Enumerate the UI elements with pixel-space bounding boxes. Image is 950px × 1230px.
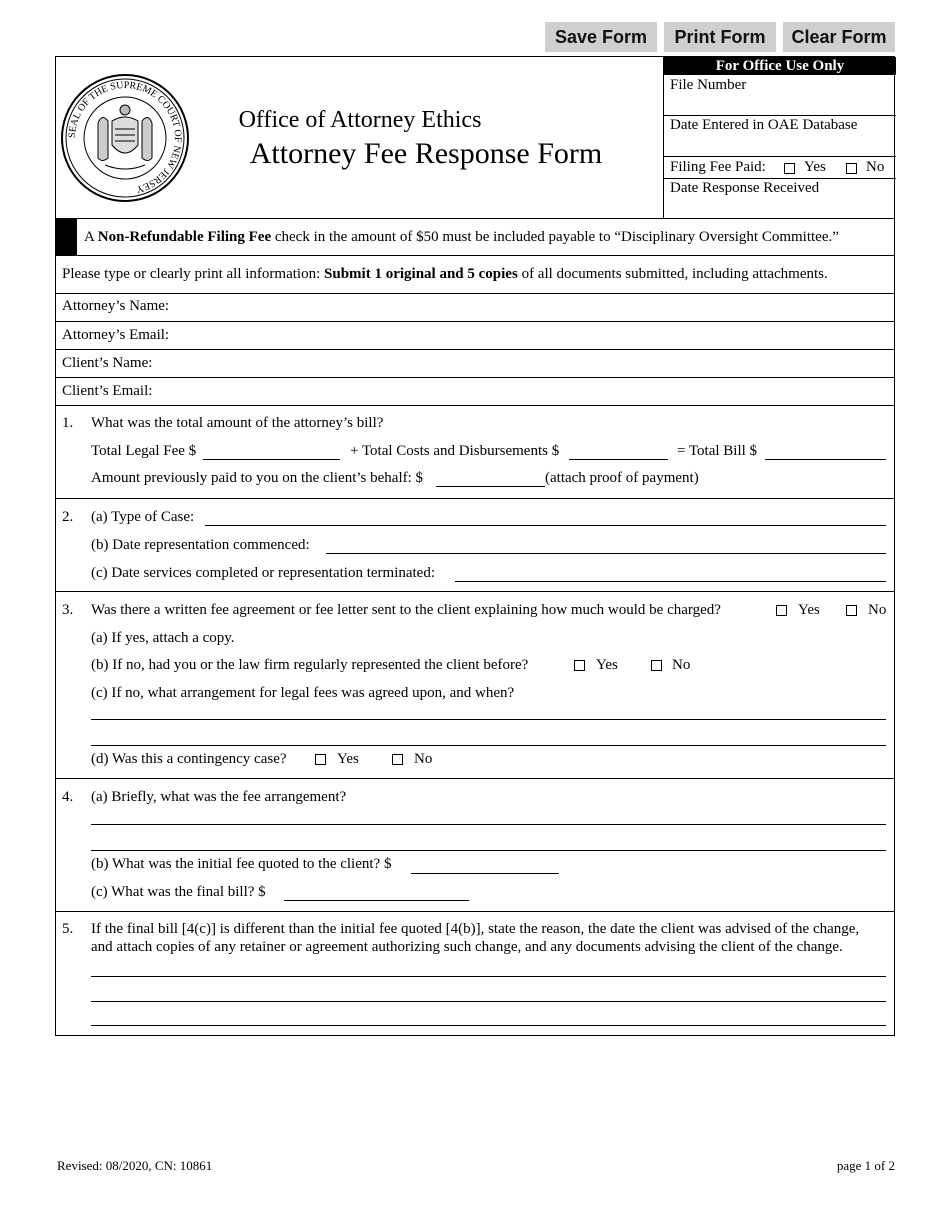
q3b-yes-label: Yes — [596, 657, 618, 673]
q2c-label: (c) Date services completed or representation terminated: — [91, 565, 436, 581]
save-form-button[interactable]: Save Form — [545, 22, 657, 52]
q2-number: 2. — [62, 509, 74, 525]
filing-fee-no-label: No — [866, 159, 885, 175]
q3d-no-checkbox[interactable] — [392, 754, 403, 765]
q2a-label: (a) Type of Case: — [91, 509, 195, 525]
q2a-type-of-case-input[interactable] — [205, 525, 886, 526]
client-email-input[interactable] — [181, 378, 881, 404]
q3-yes-label: Yes — [798, 602, 820, 618]
q3b-no-label: No — [672, 657, 691, 673]
q1-legal-fee-label: Total Legal Fee $ — [91, 443, 197, 459]
q1-total-input[interactable] — [765, 459, 886, 460]
q5-text-line-2: and attach copies of any retainer or agreement authorizing such change, and any documents advising the client of the change. — [91, 939, 843, 955]
client-name-input[interactable] — [181, 350, 881, 376]
q3-question: Was there a written fee agreement or fee letter sent to the client explaining how much would be charged? — [91, 602, 721, 618]
filing-fee-yes-label: Yes — [804, 159, 826, 175]
q2b-date-commenced-input[interactable] — [326, 553, 886, 554]
q3b-no-checkbox[interactable] — [651, 660, 662, 671]
client-name-label: Client’s Name: — [62, 355, 153, 371]
q5-answer-line-2[interactable] — [91, 1001, 886, 1002]
svg-text:SEAL OF THE SUPREME COURT OF N: SEAL OF THE SUPREME COURT OF NEW JERSEY — [66, 79, 184, 195]
file-number-label: File Number — [670, 77, 747, 93]
attorney-email-input[interactable] — [181, 322, 881, 348]
page-number: page 1 of 2 — [836, 1158, 895, 1173]
q1-proof-note: (attach proof of payment) — [545, 470, 699, 486]
q3d-yes-label: Yes — [337, 751, 359, 767]
office-use-box — [663, 57, 896, 218]
q3d-no-label: No — [414, 751, 433, 767]
q3-number: 3. — [62, 602, 74, 618]
q4b-text: (b) What was the initial fee quoted to the client? $ — [91, 856, 392, 872]
filing-fee-paid-label: Filing Fee Paid: — [670, 159, 766, 175]
q5-text-line-1: If the final bill [4(c)] is different than the initial fee quoted [4(b)], state the reason, the date the client was advised of the change, — [91, 921, 860, 937]
q1-legal-fee-input[interactable] — [203, 459, 340, 460]
q1-prev-paid-label: Amount previously paid to you on the client’s behalf: $ — [91, 470, 424, 486]
q5-answer-line-1[interactable] — [91, 976, 886, 977]
q2c-date-terminated-input[interactable] — [455, 581, 886, 582]
attorney-name-label: Attorney’s Name: — [62, 298, 170, 314]
q3a-text: (a) If yes, attach a copy. — [91, 630, 235, 646]
q3b-text: (b) If no, had you or the law firm regularly represented the client before? — [91, 657, 529, 673]
revision-note: Revised: 08/2020, CN: 10861 — [57, 1158, 213, 1173]
page-title: Attorney Fee Response Form — [249, 137, 603, 170]
q1-prev-paid-input[interactable] — [436, 486, 545, 487]
instructions: Please type or clearly print all information: Submit 1 original and 5 copies of all documents submitted, including attachments. — [62, 266, 828, 282]
q4b-initial-fee-input[interactable] — [411, 873, 559, 874]
date-response-label: Date Response Received — [670, 180, 820, 196]
filing-fee-notice: A Non-Refundable Filing Fee check in the amount of $50 must be included payable to “Disciplinary Oversight Committee.” — [84, 229, 839, 245]
q3b-yes-checkbox[interactable] — [574, 660, 585, 671]
q2b-label: (b) Date representation commenced: — [91, 537, 310, 553]
office-name: Office of Attorney Ethics — [238, 107, 482, 133]
notice-marker — [56, 219, 77, 255]
q3c-answer-line-1[interactable] — [91, 719, 886, 720]
q1-number: 1. — [62, 415, 74, 431]
q4c-text: (c) What was the final bill? $ — [91, 884, 266, 900]
attorney-name-input[interactable] — [181, 294, 881, 320]
q4a-answer-line-1[interactable] — [91, 824, 886, 825]
q4a-answer-line-2[interactable] — [91, 850, 886, 851]
form-frame — [55, 56, 895, 1036]
q4-number: 4. — [62, 789, 74, 805]
q3d-yes-checkbox[interactable] — [315, 754, 326, 765]
q3-no-checkbox[interactable] — [846, 605, 857, 616]
q1-costs-label: + Total Costs and Disbursements $ — [350, 443, 560, 459]
q1-question: What was the total amount of the attorney’s bill? — [91, 415, 384, 431]
filing-fee-yes-checkbox[interactable] — [784, 163, 795, 174]
client-email-label: Client’s Email: — [62, 383, 153, 399]
attorney-email-label: Attorney’s Email: — [62, 327, 170, 343]
filing-fee-no-checkbox[interactable] — [846, 163, 857, 174]
q3-yes-checkbox[interactable] — [776, 605, 787, 616]
clear-form-button[interactable]: Clear Form — [783, 22, 895, 52]
q3d-text: (d) Was this a contingency case? — [91, 751, 287, 767]
q3c-answer-line-2[interactable] — [91, 745, 886, 746]
date-entered-label: Date Entered in OAE Database — [670, 117, 858, 133]
q4c-final-bill-input[interactable] — [284, 900, 469, 901]
q5-number: 5. — [62, 921, 74, 937]
q1-costs-input[interactable] — [569, 459, 668, 460]
print-form-button[interactable]: Print Form — [664, 22, 776, 52]
q5-answer-line-3[interactable] — [91, 1025, 886, 1026]
q3-no-label: No — [868, 602, 887, 618]
q1-total-label: = Total Bill $ — [677, 443, 758, 459]
q3c-text: (c) If no, what arrangement for legal fees was agreed upon, and when? — [91, 685, 515, 701]
office-use-heading: For Office Use Only — [664, 57, 896, 75]
q4a-text: (a) Briefly, what was the fee arrangement? — [91, 789, 347, 805]
